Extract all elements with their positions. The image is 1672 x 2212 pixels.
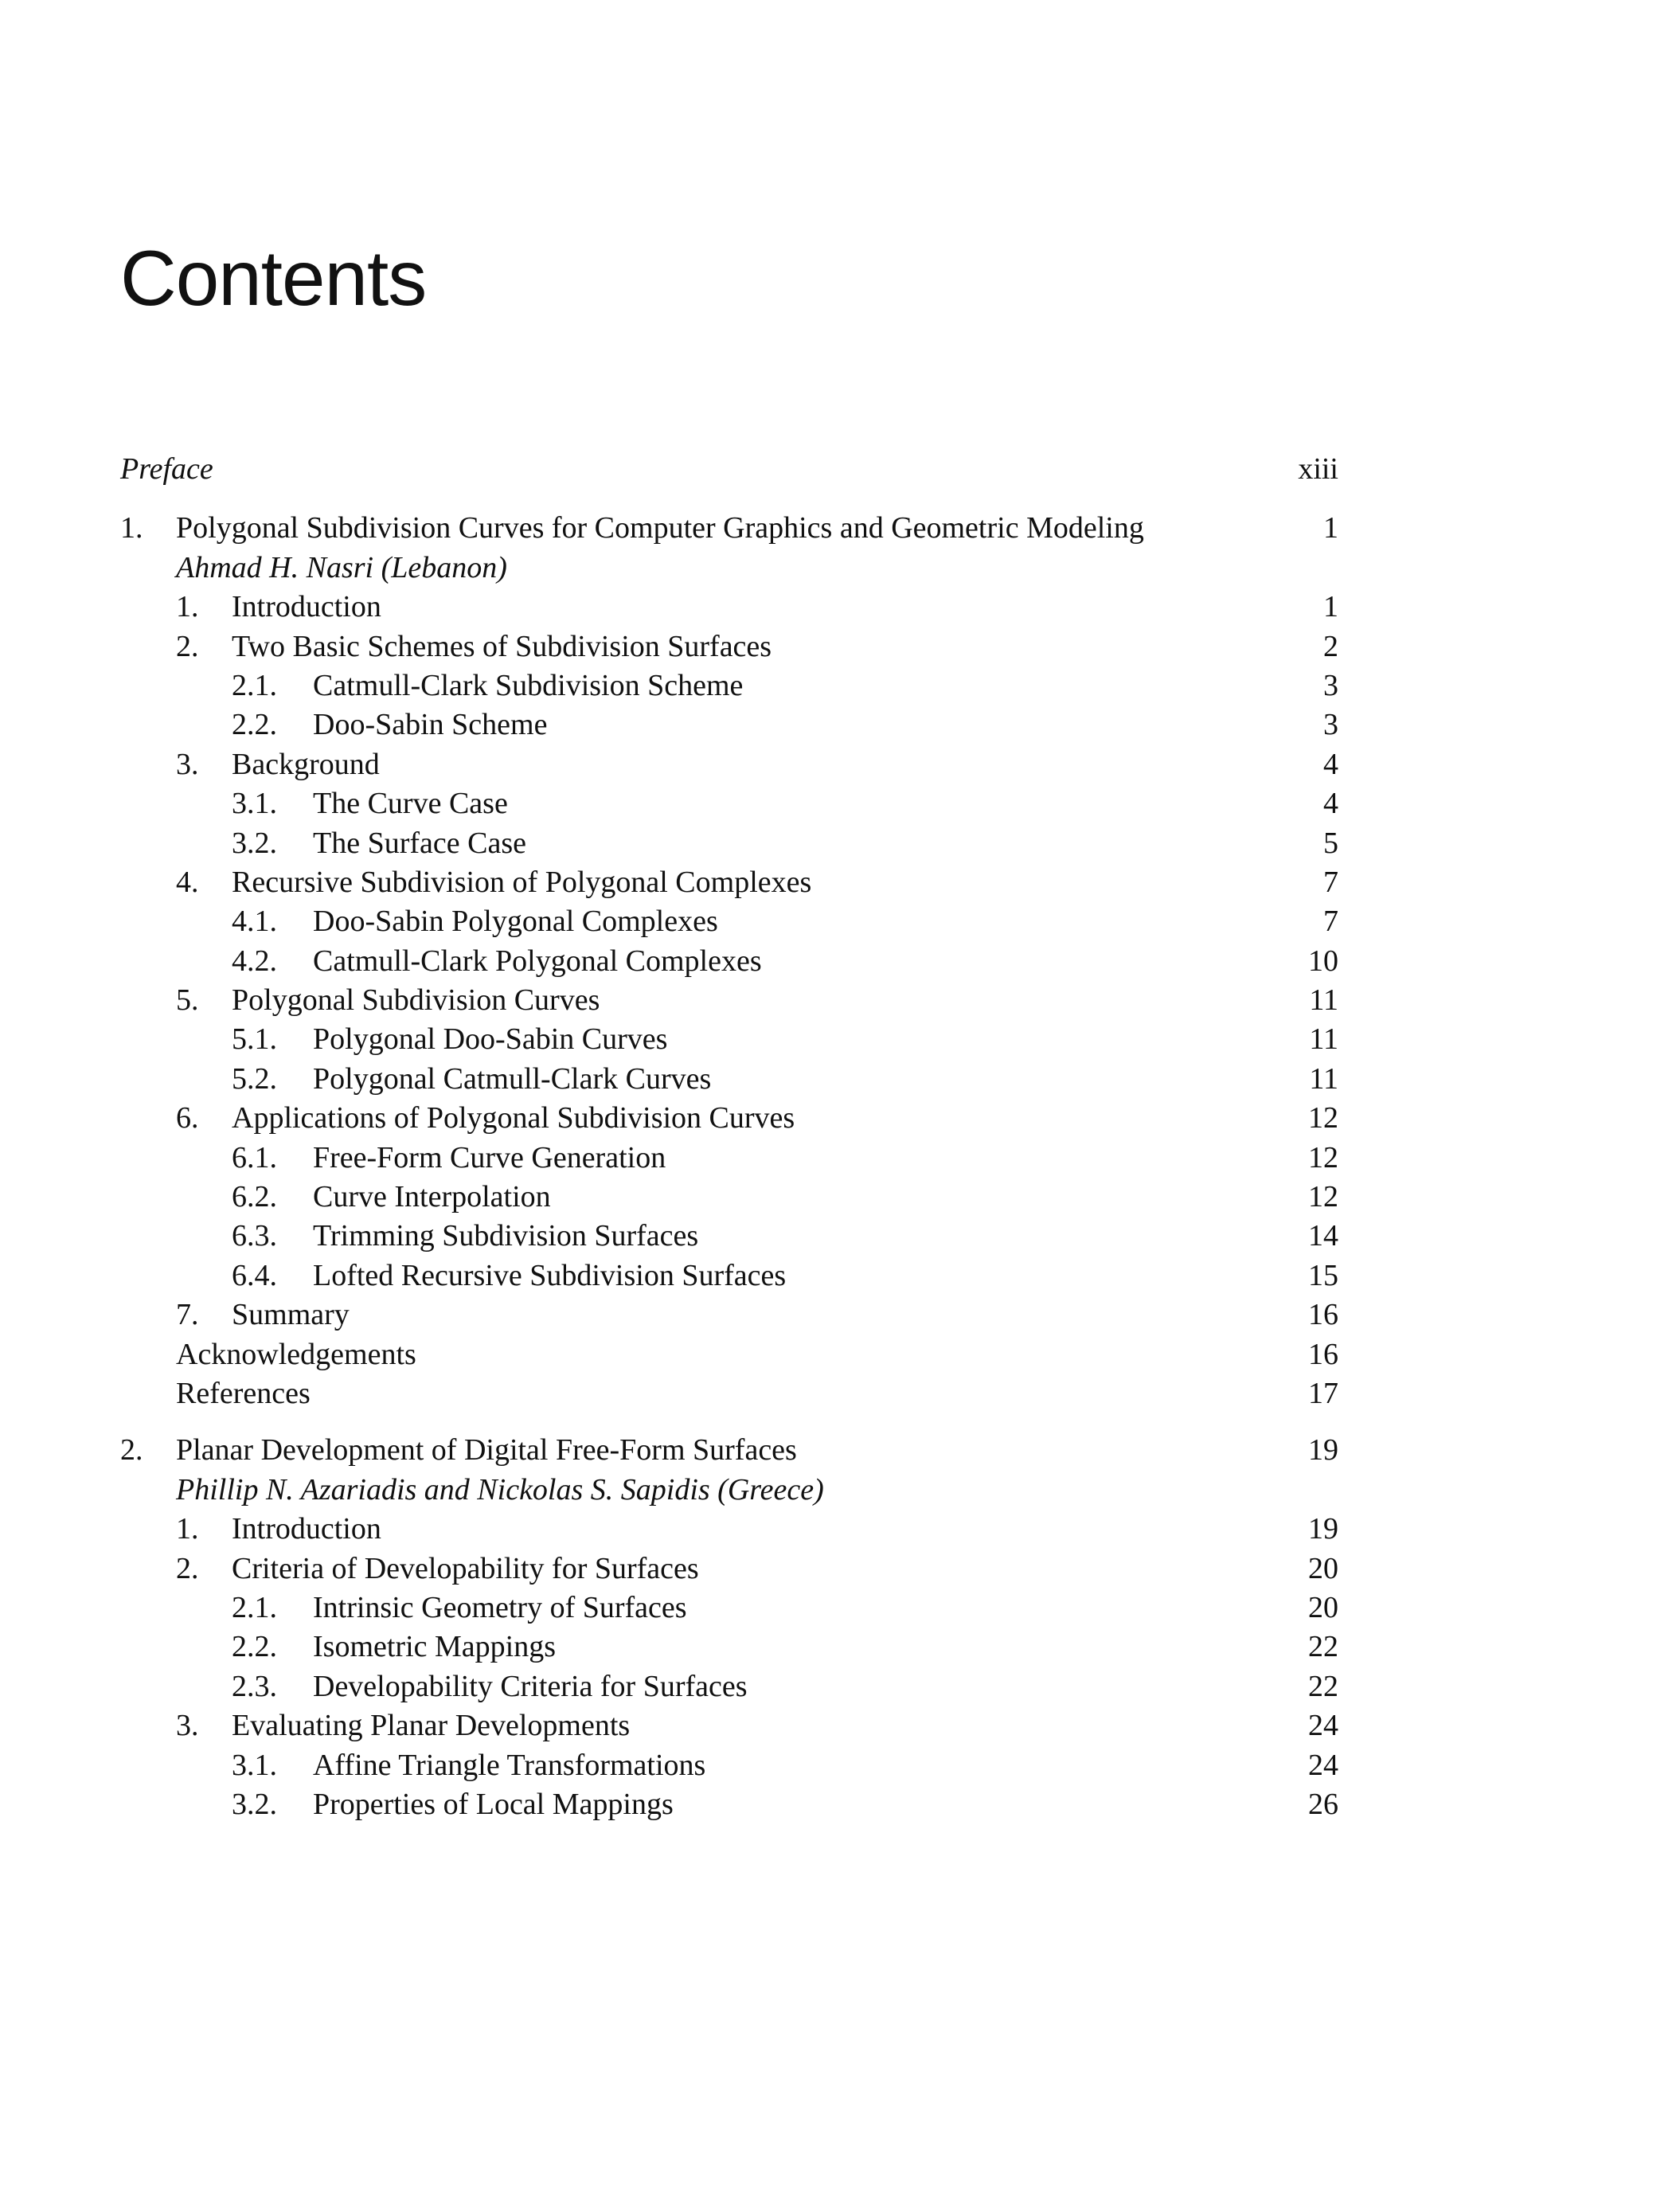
entry-title: Evaluating Planar Developments xyxy=(232,1709,631,1743)
entry-page: 24 xyxy=(1308,1748,1338,1782)
entry-title: Isometric Mappings xyxy=(313,1630,557,1664)
entry-page: 16 xyxy=(1308,1298,1338,1332)
entry-number: 6.1. xyxy=(232,1140,277,1174)
entry-number: 1. xyxy=(176,1512,199,1546)
toc-subentry xyxy=(120,902,1338,941)
entry-page: 2 xyxy=(1323,629,1338,663)
entry-page: 22 xyxy=(1308,1669,1338,1703)
entry-number: 2.1. xyxy=(232,668,277,702)
chapter-authors xyxy=(120,1471,1338,1510)
toc-subentry xyxy=(120,942,1338,981)
toc-chapter-2 xyxy=(120,1431,1338,1470)
chapter-authors xyxy=(120,549,1338,588)
toc-entry xyxy=(120,588,1338,627)
entry-title: Acknowledgements xyxy=(176,1337,416,1371)
toc-entry xyxy=(120,1099,1338,1138)
entry-number: 6.3. xyxy=(232,1219,277,1253)
preface-label: Preface xyxy=(120,452,213,486)
entry-page: 20 xyxy=(1308,1590,1338,1624)
toc-subentry xyxy=(120,1256,1338,1296)
chapter-authors-text: Phillip N. Azariadis and Nickolas S. Sapidis (Greece) xyxy=(176,1472,824,1507)
toc-subentry xyxy=(120,666,1338,705)
entry-page: 22 xyxy=(1308,1630,1338,1664)
entry-title: Catmull-Clark Polygonal Complexes xyxy=(313,944,762,978)
page-title: Contents xyxy=(120,234,427,322)
entry-number: 2.3. xyxy=(232,1669,277,1703)
entry-page: 12 xyxy=(1308,1180,1338,1214)
entry-page: 10 xyxy=(1308,944,1338,978)
toc-entry xyxy=(120,1550,1338,1589)
entry-number: 2.1. xyxy=(232,1590,277,1624)
entry-page: 7 xyxy=(1323,905,1338,939)
entry-number: 4.1. xyxy=(232,905,277,939)
entry-page: 20 xyxy=(1308,1551,1338,1585)
entry-page: 4 xyxy=(1323,747,1338,781)
toc-subentry xyxy=(120,1217,1338,1256)
entry-number: 3.1. xyxy=(232,787,277,821)
entry-number: 2.2. xyxy=(232,708,277,742)
entry-title: Trimming Subdivision Surfaces xyxy=(313,1219,699,1253)
toc-entry xyxy=(120,627,1338,666)
entry-title: Polygonal Catmull-Clark Curves xyxy=(313,1061,712,1096)
entry-title: Catmull-Clark Subdivision Scheme xyxy=(313,668,744,702)
toc-chapter-1 xyxy=(120,509,1338,548)
entry-title: Curve Interpolation xyxy=(313,1180,551,1214)
entry-title: Recursive Subdivision of Polygonal Complexes xyxy=(232,865,812,899)
entry-number: 2. xyxy=(176,629,199,663)
entry-page: 12 xyxy=(1308,1101,1338,1135)
toc-entry xyxy=(120,745,1338,784)
entry-number: 5.2. xyxy=(232,1061,277,1096)
toc-subentry xyxy=(120,1589,1338,1628)
chapter-number: 1. xyxy=(120,511,143,545)
entry-title: Doo-Sabin Scheme xyxy=(313,708,548,742)
toc-subentry xyxy=(120,1667,1338,1706)
chapter-title: Planar Development of Digital Free-Form Surfaces xyxy=(176,1433,797,1468)
entry-title: Introduction xyxy=(232,1512,381,1546)
entry-page: 12 xyxy=(1308,1140,1338,1174)
entry-title: The Curve Case xyxy=(313,787,508,821)
toc-subentry xyxy=(120,824,1338,863)
toc-subentry xyxy=(120,784,1338,823)
toc-entry xyxy=(120,1296,1338,1335)
entry-title: The Surface Case xyxy=(313,826,526,860)
entry-number: 2. xyxy=(176,1551,199,1585)
toc-entry xyxy=(120,1510,1338,1549)
entry-title: Introduction xyxy=(232,590,381,624)
entry-number: 5. xyxy=(176,983,199,1018)
entry-number: 3.2. xyxy=(232,826,277,860)
entry-title: Summary xyxy=(232,1298,350,1332)
entry-title: Polygonal Subdivision Curves xyxy=(232,983,600,1018)
preface-page: xiii xyxy=(1298,452,1338,486)
entry-title: Applications of Polygonal Subdivision Curves xyxy=(232,1101,795,1135)
entry-number: 6.2. xyxy=(232,1180,277,1214)
toc-entry xyxy=(120,1706,1338,1745)
entry-title: Properties of Local Mappings xyxy=(313,1787,674,1821)
entry-page: 14 xyxy=(1308,1219,1338,1253)
table-of-contents xyxy=(120,450,1338,1824)
entry-number: 7. xyxy=(176,1298,199,1332)
entry-page: 4 xyxy=(1323,787,1338,821)
toc-subentry xyxy=(120,1178,1338,1217)
entry-title: Criteria of Developability for Surfaces xyxy=(232,1551,699,1585)
entry-page: 19 xyxy=(1308,1512,1338,1546)
chapter-page: 19 xyxy=(1308,1433,1338,1468)
entry-page: 15 xyxy=(1308,1258,1338,1292)
toc-subentry xyxy=(120,1785,1338,1824)
toc-subentry xyxy=(120,1020,1338,1059)
toc-entry-references xyxy=(120,1374,1338,1413)
entry-number: 1. xyxy=(176,590,199,624)
toc-entry-preface xyxy=(120,450,1338,489)
chapter-title: Polygonal Subdivision Curves for Computer Graphics and Geometric Modeling xyxy=(176,511,1144,545)
entry-number: 5.1. xyxy=(232,1022,277,1057)
entry-number: 6.4. xyxy=(232,1258,277,1292)
entry-number: 3. xyxy=(176,747,199,781)
entry-number: 2.2. xyxy=(232,1630,277,1664)
entry-page: 17 xyxy=(1308,1376,1338,1410)
entry-title: References xyxy=(176,1376,311,1410)
entry-page: 5 xyxy=(1323,826,1338,860)
entry-title: Two Basic Schemes of Subdivision Surfaces xyxy=(232,629,772,663)
toc-entry xyxy=(120,981,1338,1020)
entry-page: 26 xyxy=(1308,1787,1338,1821)
toc-entry xyxy=(120,863,1338,902)
entry-number: 6. xyxy=(176,1101,199,1135)
entry-page: 7 xyxy=(1323,865,1338,899)
entry-number: 4. xyxy=(176,865,199,899)
chapter-authors-text: Ahmad H. Nasri (Lebanon) xyxy=(176,550,507,584)
entry-title: Polygonal Doo-Sabin Curves xyxy=(313,1022,668,1057)
entry-title: Developability Criteria for Surfaces xyxy=(313,1669,748,1703)
entry-title: Free-Form Curve Generation xyxy=(313,1140,666,1174)
entry-page: 11 xyxy=(1309,983,1338,1018)
entry-page: 1 xyxy=(1323,590,1338,624)
chapter-number: 2. xyxy=(120,1433,143,1468)
entry-title: Background xyxy=(232,747,380,781)
entry-page: 11 xyxy=(1309,1022,1338,1057)
entry-page: 3 xyxy=(1323,668,1338,702)
entry-number: 3.1. xyxy=(232,1748,277,1782)
toc-entry-acknowledgements xyxy=(120,1335,1338,1374)
toc-subentry xyxy=(120,705,1338,744)
entry-page: 3 xyxy=(1323,708,1338,742)
entry-page: 11 xyxy=(1309,1061,1338,1096)
entry-title: Doo-Sabin Polygonal Complexes xyxy=(313,905,718,939)
chapter-page: 1 xyxy=(1323,511,1338,545)
toc-subentry xyxy=(120,1746,1338,1785)
toc-subentry xyxy=(120,1628,1338,1667)
entry-title: Lofted Recursive Subdivision Surfaces xyxy=(313,1258,787,1292)
entry-number: 3.2. xyxy=(232,1787,277,1821)
toc-subentry xyxy=(120,1139,1338,1178)
entry-title: Intrinsic Geometry of Surfaces xyxy=(313,1590,687,1624)
entry-page: 24 xyxy=(1308,1709,1338,1743)
toc-subentry xyxy=(120,1060,1338,1099)
entry-number: 4.2. xyxy=(232,944,277,978)
entry-title: Affine Triangle Transformations xyxy=(313,1748,706,1782)
entry-page: 16 xyxy=(1308,1337,1338,1371)
entry-number: 3. xyxy=(176,1709,199,1743)
